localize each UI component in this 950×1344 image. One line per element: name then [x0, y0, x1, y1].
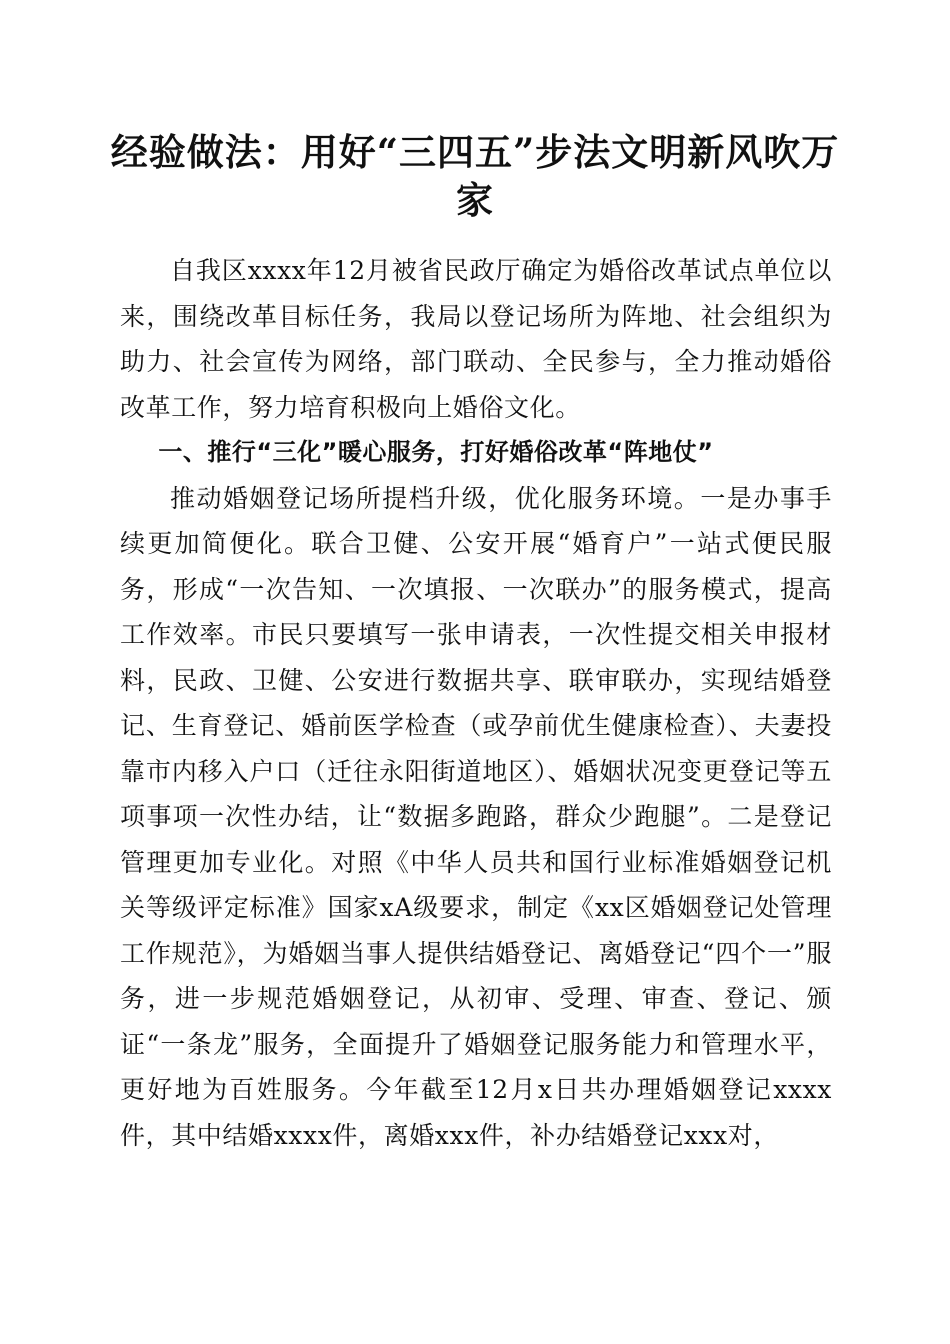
- section-heading: 一、推行“三化”暖心服务，打好婚俗改革“阵地仗”: [158, 438, 714, 466]
- document-title: 经验做法：用好“三四五”步法文明新风吹万家: [110, 130, 840, 222]
- section-paragraph: 推动婚姻登记场所提档升级，优化服务环境。一是办事手续更加简便化。联合卫健、公安开展“婚育户”一站式便民服务，形成“一次告知、一次填报、一次联办”的服务模式，提高工作效率。市民只要填写一张申请表，一次性提交相关申报材料，民政、卫健、公安进行数据共享、联审联办，实现结婚登记、生育登记、婚前医学检查（或孕前优生健康检查）、夫妻投靠市内移入户口（迁往永阳街道地区）、婚姻状况变更登记等五项事项一次性办结，让“数据多跑路，群众少跑腿”。二是登记管理更加专业化。对照《中华人员共和国行业标准婚姻登记机关等级评定标准》国家xA级要求，制定《xx区婚姻登记处管理工作规范》，为婚姻当事人提供结婚登记、离婚登记“四个一”服务，进一步规范婚姻登记，从初审、受理、审查、登记、颁证“一条龙”服务，全面提升了婚姻登记服务能力和管理水平，更好地为百姓服务。今年截至12月x日共办理婚姻登记xxxx件，其中结婚xxxx件，离婚xxx件，补办结婚登记xxx对，: [120, 483, 832, 1150]
- intro-paragraph: 自我区xxxx年12月被省民政厅确定为婚俗改革试点单位以来，围绕改革目标任务，我局以登记场所为阵地、社会组织为助力、社会宣传为网络，部门联动、全民参与，全力推动婚俗改革工作，努力培育积极向上婚俗文化。: [120, 256, 832, 422]
- document-body: [120, 248, 832, 1158]
